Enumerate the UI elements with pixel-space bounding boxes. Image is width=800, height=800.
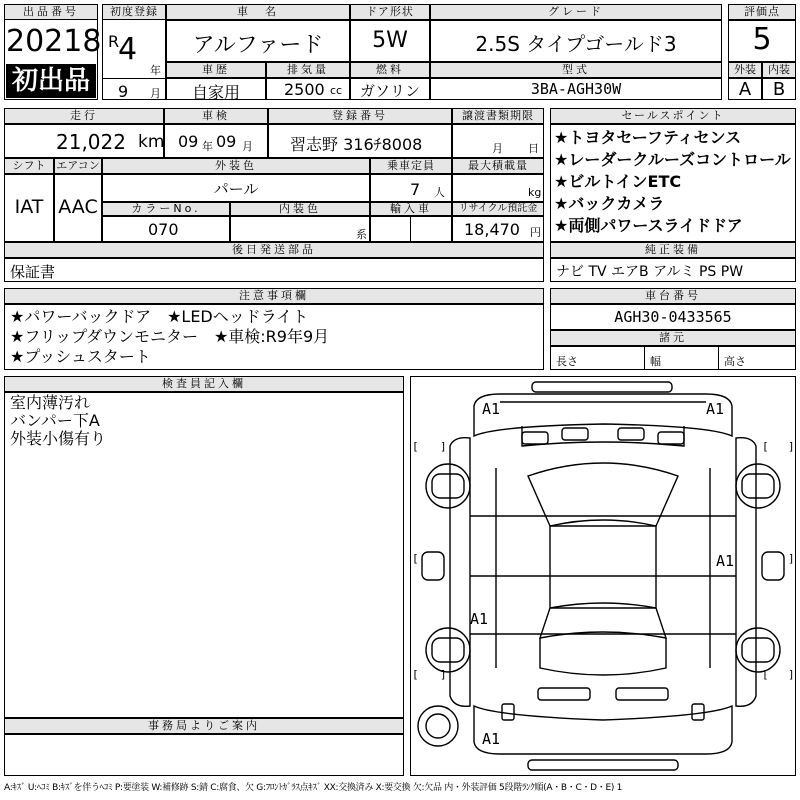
divider bbox=[102, 78, 166, 79]
car-diagram bbox=[410, 376, 796, 776]
note-line: ★パワーバックドア ★LEDヘッドライト bbox=[10, 307, 309, 326]
note-line: ★プッシュスタート bbox=[10, 347, 151, 366]
car-name-label: 車 名 bbox=[166, 4, 350, 20]
first-listing-badge: 初出品 bbox=[6, 64, 96, 98]
reg-month: 9 bbox=[118, 82, 129, 101]
color-no-label: カラーNo. bbox=[102, 202, 230, 216]
inspector-line: 室内薄汚れ bbox=[10, 393, 91, 412]
capacity-unit: 人 bbox=[434, 186, 445, 199]
office-label: 事務局よりご案内 bbox=[4, 718, 404, 734]
import-label: 輸入車 bbox=[370, 202, 452, 216]
legend: A:ｷｽﾞ U:ﾍｺﾐ B:ｷｽﾞを伴うﾍｺﾐ P:要塗装 W:補修跡 S:錆 C:腐食、欠 G:ﾌﾛﾝﾄｶﾞﾗｽ点ｷｽﾞ XX:交換済み X:要交換 欠:欠品 内・外装評価 5段階ﾗﾝｸ順(A・B・C・D・E) 1 bbox=[4, 783, 623, 793]
equipment: ナビ TV エアB アルミ PS PW bbox=[556, 264, 744, 280]
model: 3BA-AGH30W bbox=[530, 80, 622, 98]
capacity-label: 乗車定員 bbox=[370, 158, 452, 174]
later-parts: 保証書 bbox=[10, 263, 56, 281]
interior-color-box bbox=[230, 216, 370, 242]
sales-point: ★両側パワースライドドア bbox=[554, 216, 743, 235]
sales-point: ★ビルトインETC bbox=[554, 172, 682, 191]
chassis-label: 車台番号 bbox=[550, 288, 796, 304]
inspection-year: 09 bbox=[178, 132, 199, 151]
interior-grade: B bbox=[772, 79, 786, 100]
note-line: ★フリップダウンモニター ★車検:R9年9月 bbox=[10, 327, 330, 346]
later-parts-label: 後日発送部品 bbox=[4, 242, 544, 258]
model-label: 型式 bbox=[430, 62, 722, 78]
inspection-month: 09 bbox=[216, 132, 237, 151]
max-load-unit: kg bbox=[528, 186, 542, 199]
interior-color-unit: 系 bbox=[356, 228, 367, 241]
history: 自家用 bbox=[191, 83, 240, 102]
svg-text:[: [ bbox=[762, 668, 769, 681]
damage-mark: A1 bbox=[706, 400, 725, 418]
mileage-label: 走行 bbox=[4, 108, 164, 124]
inspection-label: 車検 bbox=[164, 108, 268, 124]
later-parts-box bbox=[4, 258, 544, 282]
sales-points-label: セールスポイント bbox=[550, 108, 796, 124]
recycle-unit: 円 bbox=[530, 226, 541, 239]
color-number: 070 bbox=[148, 220, 179, 239]
transfer-month: 月 bbox=[492, 142, 503, 155]
svg-text:[: [ bbox=[412, 440, 419, 453]
sales-point: ★レーダークルーズコントロール bbox=[554, 150, 791, 169]
recycle-fee: 18,470 bbox=[464, 220, 520, 239]
inspector-line: バンパー下A bbox=[10, 411, 100, 430]
exterior-grade: A bbox=[738, 79, 752, 100]
damage-mark: A1 bbox=[482, 730, 501, 748]
divider bbox=[644, 346, 645, 370]
svg-text:[: [ bbox=[412, 668, 419, 681]
inspector-line: 外装小傷有り bbox=[10, 429, 107, 448]
ac-label: エアコン bbox=[54, 158, 102, 174]
notes-label: 注意事項欄 bbox=[4, 288, 544, 304]
import-box bbox=[370, 216, 452, 242]
sales-point: ★トヨタセーフティセンス bbox=[554, 128, 742, 147]
first-reg-label: 初度登録 bbox=[102, 4, 166, 20]
svg-text:]: ] bbox=[440, 440, 447, 453]
recycle-label: リサイクル預託金 bbox=[452, 202, 544, 216]
office-box bbox=[4, 734, 404, 776]
car-name: アルファード bbox=[192, 33, 324, 58]
svg-text:]: ] bbox=[788, 668, 795, 681]
interior-label: 内装 bbox=[762, 62, 796, 78]
equipment-label: 純正装備 bbox=[550, 242, 796, 258]
svg-text:]: ] bbox=[788, 440, 795, 453]
month-unit: 月 bbox=[150, 87, 161, 100]
door-label: ドア形状 bbox=[350, 4, 430, 20]
width-label: 幅 bbox=[650, 355, 661, 368]
svg-text:]: ] bbox=[788, 552, 795, 565]
fuel: ガソリン bbox=[359, 82, 420, 100]
plate-label: 登録番号 bbox=[268, 108, 452, 124]
score-label: 評価点 bbox=[728, 4, 796, 20]
fuel-label: 燃料 bbox=[350, 62, 430, 78]
shift-label: シフト bbox=[4, 158, 54, 174]
displacement: 2500 bbox=[284, 80, 325, 99]
inspection-month-unit: 月 bbox=[242, 140, 253, 153]
dims-box bbox=[550, 346, 796, 370]
inspection-year-unit: 年 bbox=[202, 140, 213, 153]
height-label: 高さ bbox=[724, 355, 746, 368]
exterior-color: パール bbox=[213, 180, 259, 198]
lot-number: 20218 bbox=[6, 24, 102, 59]
reg-year: 4 bbox=[118, 32, 138, 67]
color-label: 外装色 bbox=[102, 158, 370, 174]
svg-text:[: [ bbox=[762, 440, 769, 453]
door-type: 5W bbox=[372, 28, 408, 53]
inspector-label: 検査員記入欄 bbox=[4, 376, 404, 392]
damage-mark: A1 bbox=[716, 552, 735, 570]
length-label: 長さ bbox=[556, 355, 578, 368]
lot-label: 出品番号 bbox=[4, 4, 98, 20]
svg-text:[: [ bbox=[412, 552, 419, 565]
displacement-unit: cc bbox=[330, 84, 343, 97]
transfer-label: 譲渡書類期限 bbox=[452, 108, 544, 124]
score: 5 bbox=[752, 22, 772, 57]
notes-list bbox=[10, 307, 329, 367]
shift: IAT bbox=[14, 196, 44, 218]
transfer-day: 日 bbox=[528, 142, 539, 155]
dims-label: 諸元 bbox=[550, 330, 796, 346]
capacity: 7 bbox=[410, 180, 421, 199]
year-unit: 年 bbox=[150, 64, 161, 77]
svg-text:]: ] bbox=[440, 668, 447, 681]
grade: 2.5S タイプゴールド3 bbox=[475, 32, 677, 56]
plate-number: 習志野 316ﾁ8008 bbox=[290, 135, 423, 154]
max-load-label: 最大積載量 bbox=[452, 158, 544, 174]
damage-mark: A1 bbox=[482, 400, 501, 418]
displacement-label: 排気量 bbox=[266, 62, 350, 78]
divider bbox=[410, 216, 411, 242]
chassis-number: AGH30-0433565 bbox=[614, 308, 732, 326]
aircon: AAC bbox=[58, 196, 98, 218]
interior-color-label: 内装色 bbox=[230, 202, 370, 216]
era: R bbox=[108, 32, 120, 51]
mileage-unit: km bbox=[138, 132, 165, 152]
history-label: 車歴 bbox=[166, 62, 266, 78]
grade-label: グレード bbox=[430, 4, 722, 20]
inspector-notes bbox=[10, 394, 106, 448]
exterior-label: 外装 bbox=[728, 62, 762, 78]
divider bbox=[718, 346, 719, 370]
sales-points-list bbox=[554, 127, 791, 237]
damage-mark: A1 bbox=[470, 610, 489, 628]
mileage: 21,022 bbox=[56, 130, 126, 154]
sales-point: ★バックカメラ bbox=[554, 194, 665, 213]
